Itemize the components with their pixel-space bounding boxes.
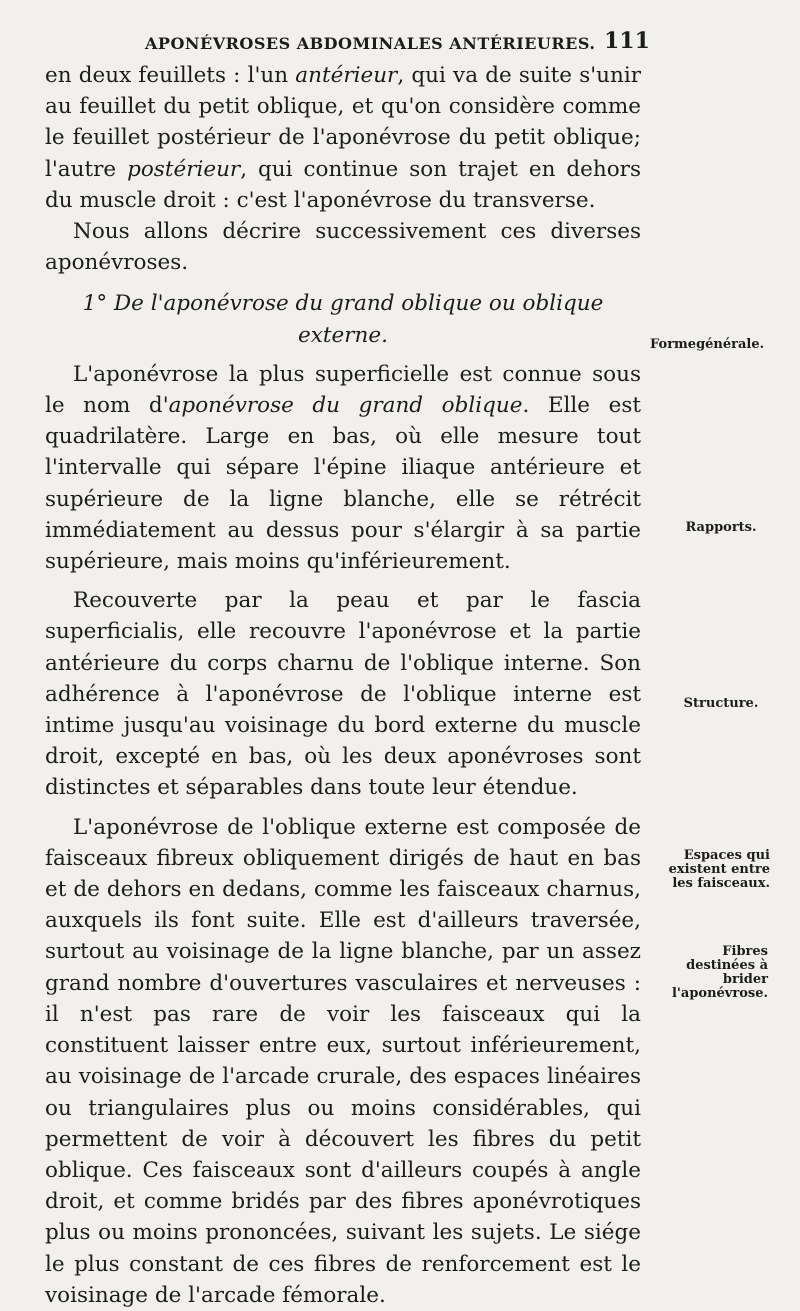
page-header bbox=[0, 28, 800, 64]
margin-note-structure: Structure. bbox=[683, 696, 759, 711]
paragraph bbox=[45, 585, 641, 803]
text-run: Recouverte par la peau et par le fascia superficialis, elle recouvre l'aponévrose et la partie antérieure du corps charnu de l'oblique interne. Son adhérence à l'aponévrose de l'oblique interne est intime jusqu'au voisinage du bord externe du muscle droit, excepté en bas, où les deux aponévroses sont distinctes et séparables dans toute leur étendue. bbox=[45, 588, 641, 801]
paragraph bbox=[45, 216, 641, 278]
emphasis: postérieur bbox=[127, 156, 241, 182]
text-run: Nous allons décrire successivement ces diverses aponévroses. bbox=[45, 219, 641, 276]
paragraph bbox=[45, 812, 641, 1311]
margin-note-forme-generale: Formegénérale. bbox=[650, 337, 765, 352]
section-title: 1° De l'aponévrose du grand oblique ou oblique externe. bbox=[82, 291, 604, 348]
text-run: , qui continue son trajet en dehors du muscle droit : c'est l'aponévrose du transverse. bbox=[45, 156, 641, 213]
paragraph bbox=[45, 359, 641, 577]
emphasis: aponévrose du grand oblique bbox=[168, 393, 523, 419]
page-number: 111 bbox=[604, 28, 650, 54]
emphasis: antérieur bbox=[295, 63, 398, 88]
paragraph bbox=[45, 60, 641, 216]
margin-note-rapports: Rapports. bbox=[685, 520, 757, 535]
text-run: , qui va de suite s'unir au feuillet du petit oblique, et qu'on considère comme le feuillet postérieur de l'aponévrose du petit oblique; l'autre bbox=[45, 63, 641, 182]
running-title: APONÉVROSES ABDOMINALES ANTÉRIEURES. bbox=[145, 34, 596, 53]
text-run: L'aponévrose la plus superficielle est connue sous le nom d' bbox=[45, 361, 641, 419]
text-run: . Elle est quadrilatère. Large en bas, où elle mesure tout l'intervalle qui sépare l'épine iliaque antérieure et supérieure de la ligne blanche, elle se rétrécit immédiatement au dessus pour s'élargir à sa partie supérieure, mais moins qu'inférieurement. bbox=[45, 393, 641, 575]
body-text bbox=[45, 60, 641, 1311]
margin-note-espaces: Espaces qui existent entre les faisceaux. bbox=[668, 848, 770, 891]
text-run: L'aponévrose de l'oblique externe est composée de faisceaux fibreux obliquement dirigés de haut en bas et de dehors en dedans, comme les faisceaux charnus, auxquels ils font suite. Elle est d'ailleurs traversée, surtout au voisinage de la ligne blanche, par un assez grand nombre d'ouvertures vasculaires et nerveuses : il n'est pas rare de voir les faisceaux qui la constituent laisser entre eux, surtout inférieurement, au voisinage de l'arcade crurale, des espaces linéaires ou triangulaires plus ou moins considérables, qui permettent de voir à découvert les fibres du petit oblique. Ces faisceaux sont d'ailleurs coupés à angle droit, et comme bridés par des fibres aponévrotiques plus ou moins prononcées, suivant les sujets. Le siége le plus constant de ces fibres de renforcement est le voisinage de l'arcade fémorale. bbox=[45, 814, 641, 1308]
margin-note-fibres: Fibres destinées à brider l'aponévrose. bbox=[671, 944, 768, 1001]
text-run: en deux feuillets : l'un bbox=[45, 63, 296, 88]
